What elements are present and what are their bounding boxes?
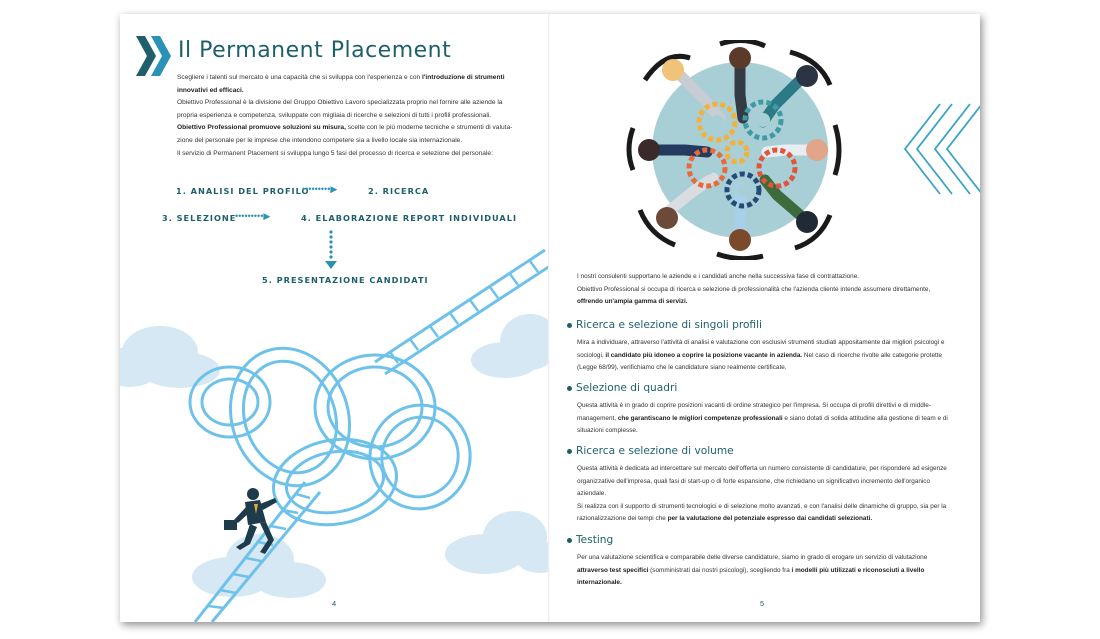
step-2: 2. RICERCA xyxy=(368,186,430,196)
bullet-icon xyxy=(567,323,572,328)
left-page xyxy=(120,14,550,622)
page-number-right: 5 xyxy=(760,599,765,608)
outline-chevrons-decoration xyxy=(900,99,980,199)
step-5: 5. PRESENTAZIONE CANDIDATI xyxy=(262,275,429,285)
section-title-volume: Ricerca e selezione di volume xyxy=(567,445,734,457)
teamwork-gears-illustration xyxy=(625,40,845,260)
page-title: Il Permanent Placement xyxy=(178,38,452,63)
step-3: 3. SELEZIONE xyxy=(162,213,237,223)
brochure-spread xyxy=(120,14,980,622)
bullet-icon xyxy=(567,386,572,391)
section-text-volume: Questa attività è dedicata ad intercettare sul mercato dell'offerta un numero consistente di candidature, per rispondere ad esigenze organizzative dell'impresa, quali fasi di start-up o di forte espansione, che richiedano un significativo incremento dell'organico aziendale. Si realizza con il supporto di strumenti tecnologici e di selezione molto avanzati, e con l'analisi delle dinamiche di gruppo, sia per la razionalizzazione dei tempi che per la valutazione del potenziale espresso dai candidati selezionati. xyxy=(577,465,947,522)
dotted-arrow-1: •••••••••▶ xyxy=(302,184,338,194)
page-number-left: 4 xyxy=(332,599,337,608)
bullet-icon xyxy=(567,449,572,454)
double-chevron-icon xyxy=(136,36,174,76)
step-1: 1. ANALISI DEL PROFILO xyxy=(176,186,310,196)
section-title-testing: Testing xyxy=(567,534,613,546)
bullet-icon xyxy=(567,538,572,543)
step-4: 4. ELABORAZIONE REPORT INDIVIDUALI xyxy=(301,213,518,223)
tangled-ladder-illustration xyxy=(120,242,550,622)
section-title-quadri: Selezione di quadri xyxy=(567,382,677,394)
intro-text: Scegliere i talenti sul mercato è una capacità che si sviluppa con l'esperienza e con l'introduzione di strumenti innovativi ed efficaci. Obiettivo Professional è la divisione del Gruppo Obiettivo Lavoro specializzata proprio nel fornire alle aziende la propria esperienza e competenza, sviluppate con migliaia di ricerche e selezioni di tutti i profili professionali. Obiettivo Professional promuove soluzioni su misura, scelte con le più moderne tecniche e strumenti di valuta- zione del personale per le imprese che intendono competere sia a livello locale sia internazionale. Il servizio di Permanent Placement si sviluppa lungo 5 fasi del processo di ricerca e selezione del personale: xyxy=(177,74,513,157)
section-text-testing: Per una valutazione scientifica e comparabile delle diverse candidature, siamo in grado di erogare un servizio di valutazione attraverso test specifici (somministrati dai nostri psicologi), scegliendo fra i modelli più utilizzati e riconosciuti a livello internazionale. xyxy=(577,554,928,586)
section-text-quadri: Questa attività è in grado di coprire posizioni vacanti di ordine strategico per l'impresa. Si occupa di profili direttivi e di middle-management, che garantiscano le migliori competenze professionali e siano dotati di solida attitudine alla gestione di team e di situazioni complesse. xyxy=(577,402,948,434)
dotted-arrow-2: •••••••••▶ xyxy=(235,211,271,221)
section-text-singoli: Mira a individuare, attraverso l'attività di analisi e valutazione con esclusivi strumenti studiati appositamente dai migliori psicologi e sociologi, il candidato più idoneo a coprire la posizione vacante in azienda. Nel caso di ricerche rivolte alle categorie protette (Legge 68/99), verifichiamo che le candidature siano realmente certificate. xyxy=(577,339,945,371)
section-title-singoli: Ricerca e selezione di singoli profili xyxy=(567,319,762,331)
intro-paragraph: I nostri consulenti supportano le aziende e i candidati anche nella successiva fase di contrattazione. Obiettivo Professional si occupa di ricerca e selezione di professionalità che l'azienda cliente intende assumere direttamente, offrendo un'ampia gamma di servizi. xyxy=(577,273,931,305)
right-page xyxy=(550,14,980,622)
